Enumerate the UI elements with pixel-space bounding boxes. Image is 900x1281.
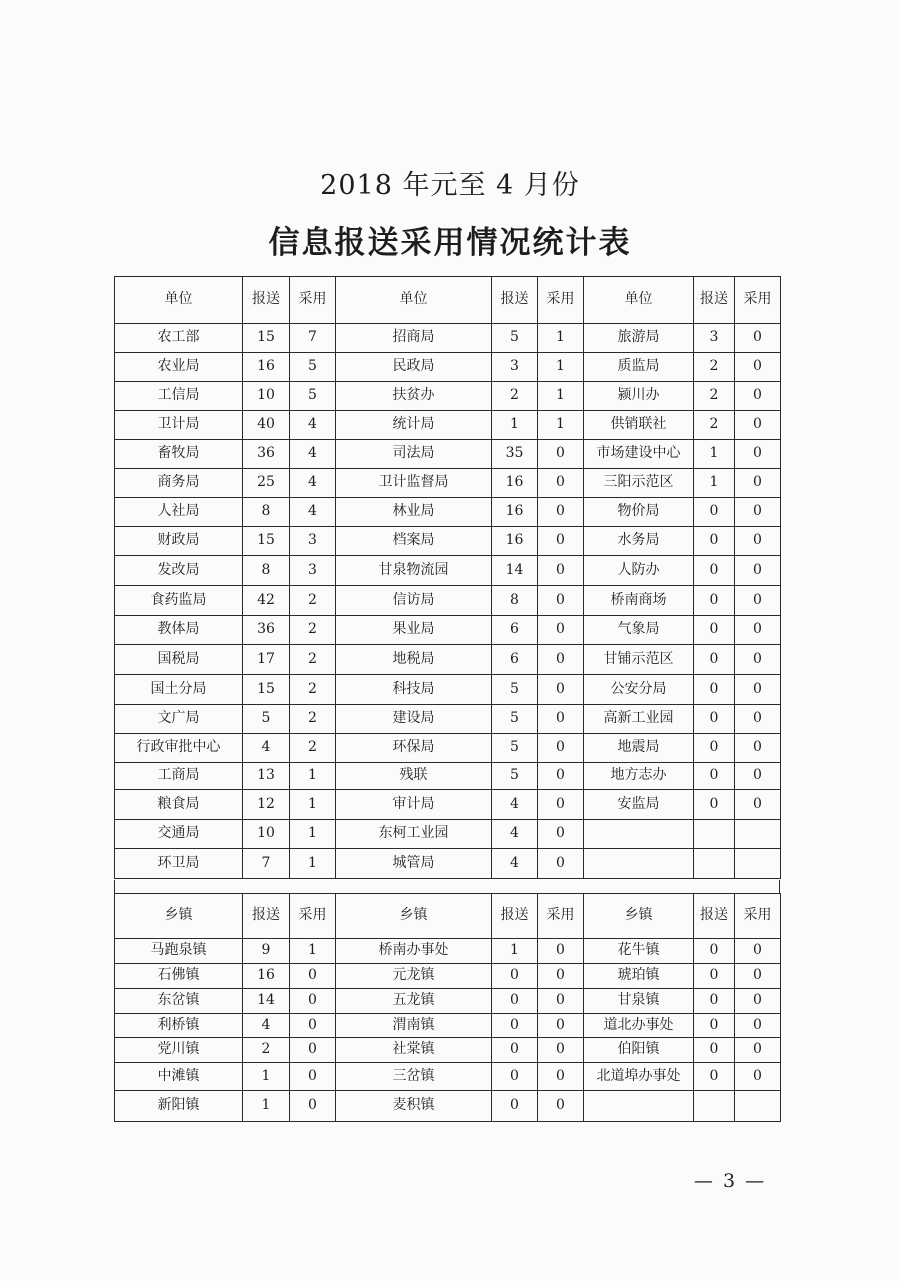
table-cell: 元龙镇 (336, 964, 492, 989)
table-cell: 信访局 (336, 586, 492, 616)
table-cell: 0 (492, 989, 538, 1014)
table-row (115, 705, 781, 734)
table-cell: 文广局 (115, 705, 243, 734)
title-line-1: 2018 年元至 4 月份 (320, 170, 580, 201)
table-cell: 档案局 (336, 527, 492, 556)
table-cell: 15 (243, 675, 290, 705)
table-cell: 0 (492, 1063, 538, 1091)
table-cell: 北道埠办事处 (584, 1063, 694, 1091)
table-cell: 水务局 (584, 527, 694, 556)
table-cell: 0 (694, 527, 735, 556)
table-cell: 利桥镇 (115, 1014, 243, 1038)
header-adopted: 采用 (735, 277, 781, 324)
table-cell: 2 (694, 353, 735, 382)
table-cell: 3 (290, 556, 336, 586)
table-cell: 0 (694, 1038, 735, 1063)
table-cell: 桥南商场 (584, 586, 694, 616)
table-cell: 15 (243, 324, 290, 353)
header-adopted: 采用 (735, 894, 781, 939)
table-row (115, 939, 781, 964)
table-cell: 琥珀镇 (584, 964, 694, 989)
page-number: — 3 — (693, 1170, 767, 1192)
table-cell: 6 (492, 616, 538, 645)
table-cell: 1 (243, 1091, 290, 1122)
table-cell: 0 (538, 1038, 584, 1063)
table-cell: 0 (735, 939, 781, 964)
table-cell: 五龙镇 (336, 989, 492, 1014)
table-cell: 0 (538, 705, 584, 734)
table-cell: 4 (290, 469, 336, 498)
table-row (115, 1038, 781, 1063)
table-cell (735, 849, 781, 879)
table-cell: 粮食局 (115, 790, 243, 820)
table-cell: 0 (694, 675, 735, 705)
table-cell: 建设局 (336, 705, 492, 734)
table-cell: 人防办 (584, 556, 694, 586)
table-cell (694, 820, 735, 849)
table-cell: 3 (290, 527, 336, 556)
table-cell: 果业局 (336, 616, 492, 645)
table-cell: 0 (735, 763, 781, 790)
table-cell: 2 (290, 705, 336, 734)
table-cell: 14 (243, 989, 290, 1014)
table-cell: 1 (538, 411, 584, 440)
table-cell: 环保局 (336, 734, 492, 763)
table-row (115, 616, 781, 645)
table-cell: 林业局 (336, 498, 492, 527)
table-cell: 0 (538, 1063, 584, 1091)
table-cell (735, 1091, 781, 1122)
table-cell: 扶贫办 (336, 382, 492, 411)
table-cell: 高新工业园 (584, 705, 694, 734)
table-cell: 16 (492, 498, 538, 527)
table-cell: 4 (290, 498, 336, 527)
table-cell: 马跑泉镇 (115, 939, 243, 964)
table-cell: 17 (243, 645, 290, 675)
table-cell: 地方志办 (584, 763, 694, 790)
table-row (115, 527, 781, 556)
table-cell: 16 (243, 353, 290, 382)
table-cell: 工信局 (115, 382, 243, 411)
table-cell: 1 (492, 939, 538, 964)
table-cell (735, 820, 781, 849)
table-cell: 供销联社 (584, 411, 694, 440)
table-cell: 民政局 (336, 353, 492, 382)
table-cell: 0 (694, 616, 735, 645)
table-cell: 司法局 (336, 440, 492, 469)
table-cell: 0 (538, 675, 584, 705)
table-cell: 0 (735, 527, 781, 556)
table-row (115, 734, 781, 763)
table-cell: 0 (735, 1038, 781, 1063)
table-cell: 10 (243, 820, 290, 849)
table-cell: 7 (290, 324, 336, 353)
table-cell: 地震局 (584, 734, 694, 763)
table-row (115, 1063, 781, 1091)
header-unit: 单位 (336, 277, 492, 324)
table-cell: 工商局 (115, 763, 243, 790)
header-town: 乡镇 (115, 894, 243, 939)
table-cell: 1 (290, 763, 336, 790)
table-cell: 2 (290, 675, 336, 705)
table-cell: 1 (538, 324, 584, 353)
table-cell: 旅游局 (584, 324, 694, 353)
table-cell: 国税局 (115, 645, 243, 675)
table-cell: 环卫局 (115, 849, 243, 879)
table-row (115, 790, 781, 820)
table-cell (584, 1091, 694, 1122)
table-row (115, 675, 781, 705)
table-row (115, 411, 781, 440)
table-cell: 4 (492, 820, 538, 849)
table-cell: 5 (492, 705, 538, 734)
table-cell: 商务局 (115, 469, 243, 498)
table-cell: 2 (694, 411, 735, 440)
table-cell: 0 (735, 1014, 781, 1038)
table-cell: 0 (694, 790, 735, 820)
table-cell: 0 (290, 1014, 336, 1038)
table-cell: 0 (694, 939, 735, 964)
table-cell: 4 (492, 849, 538, 879)
table-cell: 卫计局 (115, 411, 243, 440)
table-cell: 1 (243, 1063, 290, 1091)
table-cell: 0 (735, 964, 781, 989)
table-cell: 党川镇 (115, 1038, 243, 1063)
table-cell: 0 (735, 353, 781, 382)
table-cell: 审计局 (336, 790, 492, 820)
table-cell: 1 (694, 469, 735, 498)
table-cell: 0 (538, 849, 584, 879)
table-cell: 0 (492, 1014, 538, 1038)
table-gap (114, 880, 780, 893)
table-cell: 0 (538, 763, 584, 790)
table-cell: 0 (694, 498, 735, 527)
table-cell: 0 (735, 705, 781, 734)
table-cell: 2 (290, 645, 336, 675)
table-cell: 1 (492, 411, 538, 440)
table-cell: 0 (735, 469, 781, 498)
table-cell: 甘泉物流园 (336, 556, 492, 586)
table-cell: 0 (538, 498, 584, 527)
table-cell: 国土分局 (115, 675, 243, 705)
table-cell: 财政局 (115, 527, 243, 556)
table-row (115, 498, 781, 527)
table-cell: 发改局 (115, 556, 243, 586)
table-cell: 花牛镇 (584, 939, 694, 964)
table-cell: 15 (243, 527, 290, 556)
table-cell: 8 (243, 556, 290, 586)
table-cell: 1 (290, 939, 336, 964)
header-reported: 报送 (243, 277, 290, 324)
table-cell: 渭南镇 (336, 1014, 492, 1038)
table-row (115, 556, 781, 586)
table-row (115, 645, 781, 675)
table-cell: 食药监局 (115, 586, 243, 616)
table-cell: 0 (694, 586, 735, 616)
table-cell: 石佛镇 (115, 964, 243, 989)
table-row (115, 849, 781, 879)
table-cell: 4 (492, 790, 538, 820)
table-row (115, 469, 781, 498)
table-cell: 4 (243, 1014, 290, 1038)
table-cell: 0 (694, 1014, 735, 1038)
table-cell: 0 (290, 989, 336, 1014)
table-cell: 东岔镇 (115, 989, 243, 1014)
table-cell: 0 (290, 964, 336, 989)
table-cell (584, 849, 694, 879)
table-cell: 残联 (336, 763, 492, 790)
table-cell: 社棠镇 (336, 1038, 492, 1063)
table-cell: 4 (243, 734, 290, 763)
table-cell: 统计局 (336, 411, 492, 440)
table-row (115, 964, 781, 989)
table-cell: 9 (243, 939, 290, 964)
table-row (115, 440, 781, 469)
table-row (115, 586, 781, 616)
table-cell: 5 (492, 734, 538, 763)
table-cell: 0 (492, 1038, 538, 1063)
table-cell: 0 (735, 411, 781, 440)
table-cell: 0 (538, 616, 584, 645)
table-cell: 0 (290, 1038, 336, 1063)
table-cell: 0 (694, 1063, 735, 1091)
table-cell: 0 (735, 586, 781, 616)
header-reported: 报送 (492, 277, 538, 324)
table-cell: 0 (290, 1063, 336, 1091)
table-cell: 桥南办事处 (336, 939, 492, 964)
table-cell: 0 (735, 734, 781, 763)
table-cell: 36 (243, 440, 290, 469)
table-cell: 人社局 (115, 498, 243, 527)
header-reported: 报送 (694, 277, 735, 324)
table-cell: 2 (243, 1038, 290, 1063)
table-cell: 14 (492, 556, 538, 586)
header-reported: 报送 (492, 894, 538, 939)
table-cell: 5 (290, 353, 336, 382)
table-row (115, 820, 781, 849)
table-cell: 0 (694, 734, 735, 763)
table-cell: 16 (243, 964, 290, 989)
table-cell: 0 (538, 790, 584, 820)
table-row (115, 382, 781, 411)
table-cell: 3 (492, 353, 538, 382)
table-cell: 0 (735, 324, 781, 353)
table-cell: 0 (694, 645, 735, 675)
table-cell: 招商局 (336, 324, 492, 353)
table-cell: 4 (290, 440, 336, 469)
table-cell: 5 (492, 324, 538, 353)
table-cell: 16 (492, 469, 538, 498)
table-cell: 5 (492, 675, 538, 705)
header-adopted: 采用 (538, 277, 584, 324)
towns-table-body (115, 939, 781, 1122)
table-cell: 8 (492, 586, 538, 616)
table-cell: 10 (243, 382, 290, 411)
table-cell: 2 (492, 382, 538, 411)
table-title: 信息报送采用情况统计表 (268, 225, 632, 261)
towns-table (114, 893, 781, 1122)
table-row (115, 1014, 781, 1038)
table-cell: 1 (290, 820, 336, 849)
table-cell: 伯阳镇 (584, 1038, 694, 1063)
table-cell: 麦积镇 (336, 1091, 492, 1122)
table-cell: 科技局 (336, 675, 492, 705)
table-row (115, 353, 781, 382)
table-cell: 公安分局 (584, 675, 694, 705)
table-cell: 2 (694, 382, 735, 411)
table-cell: 0 (538, 820, 584, 849)
table-cell: 中滩镇 (115, 1063, 243, 1091)
table-cell: 0 (694, 705, 735, 734)
table-cell: 0 (694, 763, 735, 790)
table-cell: 农业局 (115, 353, 243, 382)
table-cell: 25 (243, 469, 290, 498)
table-cell: 0 (735, 498, 781, 527)
table-cell: 2 (290, 616, 336, 645)
table-cell: 8 (243, 498, 290, 527)
header-town: 乡镇 (336, 894, 492, 939)
table-cell: 交通局 (115, 820, 243, 849)
table-cell: 0 (735, 616, 781, 645)
table-row (115, 763, 781, 790)
table-cell: 三阳示范区 (584, 469, 694, 498)
table-cell: 3 (694, 324, 735, 353)
header-unit: 单位 (584, 277, 694, 324)
table-cell: 安监局 (584, 790, 694, 820)
table-cell: 行政审批中心 (115, 734, 243, 763)
table-cell (694, 1091, 735, 1122)
table-cell: 5 (492, 763, 538, 790)
table-cell: 1 (538, 382, 584, 411)
table-cell: 2 (290, 734, 336, 763)
table-cell: 16 (492, 527, 538, 556)
header-town: 乡镇 (584, 894, 694, 939)
table-cell: 0 (538, 734, 584, 763)
table-cell: 0 (694, 556, 735, 586)
table-cell: 35 (492, 440, 538, 469)
table-cell: 道北办事处 (584, 1014, 694, 1038)
table-cell: 0 (735, 645, 781, 675)
table-cell: 4 (290, 411, 336, 440)
table-cell: 0 (492, 1091, 538, 1122)
table-cell: 0 (538, 440, 584, 469)
table-cell: 东柯工业园 (336, 820, 492, 849)
table-cell: 畜牧局 (115, 440, 243, 469)
header-unit: 单位 (115, 277, 243, 324)
table-cell: 0 (538, 989, 584, 1014)
units-table-body (115, 324, 781, 879)
table-cell: 农工部 (115, 324, 243, 353)
table-cell: 0 (735, 790, 781, 820)
header-adopted: 采用 (290, 277, 336, 324)
table-cell: 0 (694, 964, 735, 989)
table-row (115, 1091, 781, 1122)
header-adopted: 采用 (290, 894, 336, 939)
table-cell: 0 (538, 469, 584, 498)
towns-header-row (115, 894, 781, 939)
table-cell: 0 (538, 939, 584, 964)
table-cell: 0 (735, 1063, 781, 1091)
table-row (115, 324, 781, 353)
table-cell: 5 (243, 705, 290, 734)
table-cell: 0 (538, 586, 584, 616)
table-cell: 0 (735, 989, 781, 1014)
table-cell: 0 (735, 382, 781, 411)
table-cell: 0 (538, 645, 584, 675)
table-cell: 甘铺示范区 (584, 645, 694, 675)
units-header-row (115, 277, 781, 324)
table-row (115, 989, 781, 1014)
table-cell: 教体局 (115, 616, 243, 645)
table-cell: 三岔镇 (336, 1063, 492, 1091)
table-cell: 6 (492, 645, 538, 675)
header-reported: 报送 (243, 894, 290, 939)
table-cell: 5 (290, 382, 336, 411)
table-cell: 7 (243, 849, 290, 879)
table-cell: 0 (290, 1091, 336, 1122)
table-cell (584, 820, 694, 849)
table-cell: 0 (538, 1091, 584, 1122)
table-cell: 40 (243, 411, 290, 440)
table-cell: 0 (735, 675, 781, 705)
header-reported: 报送 (694, 894, 735, 939)
table-cell: 13 (243, 763, 290, 790)
table-cell: 2 (290, 586, 336, 616)
table-cell: 1 (290, 790, 336, 820)
table-cell: 0 (735, 556, 781, 586)
table-cell: 0 (538, 527, 584, 556)
table-cell: 1 (538, 353, 584, 382)
table-cell: 0 (492, 964, 538, 989)
table-cell: 卫计监督局 (336, 469, 492, 498)
table-cell: 城管局 (336, 849, 492, 879)
table-cell: 1 (290, 849, 336, 879)
units-table (114, 276, 781, 879)
table-cell: 1 (694, 440, 735, 469)
table-cell: 颍川办 (584, 382, 694, 411)
table-cell: 0 (694, 989, 735, 1014)
table-cell: 36 (243, 616, 290, 645)
table-cell: 质监局 (584, 353, 694, 382)
table-cell: 12 (243, 790, 290, 820)
table-cell: 0 (735, 440, 781, 469)
table-cell: 气象局 (584, 616, 694, 645)
table-cell (694, 849, 735, 879)
table-cell: 0 (538, 964, 584, 989)
table-cell: 42 (243, 586, 290, 616)
table-cell: 物价局 (584, 498, 694, 527)
table-cell: 甘泉镇 (584, 989, 694, 1014)
table-cell: 地税局 (336, 645, 492, 675)
table-cell: 新阳镇 (115, 1091, 243, 1122)
table-cell: 市场建设中心 (584, 440, 694, 469)
table-cell: 0 (538, 556, 584, 586)
table-cell: 0 (538, 1014, 584, 1038)
header-adopted: 采用 (538, 894, 584, 939)
